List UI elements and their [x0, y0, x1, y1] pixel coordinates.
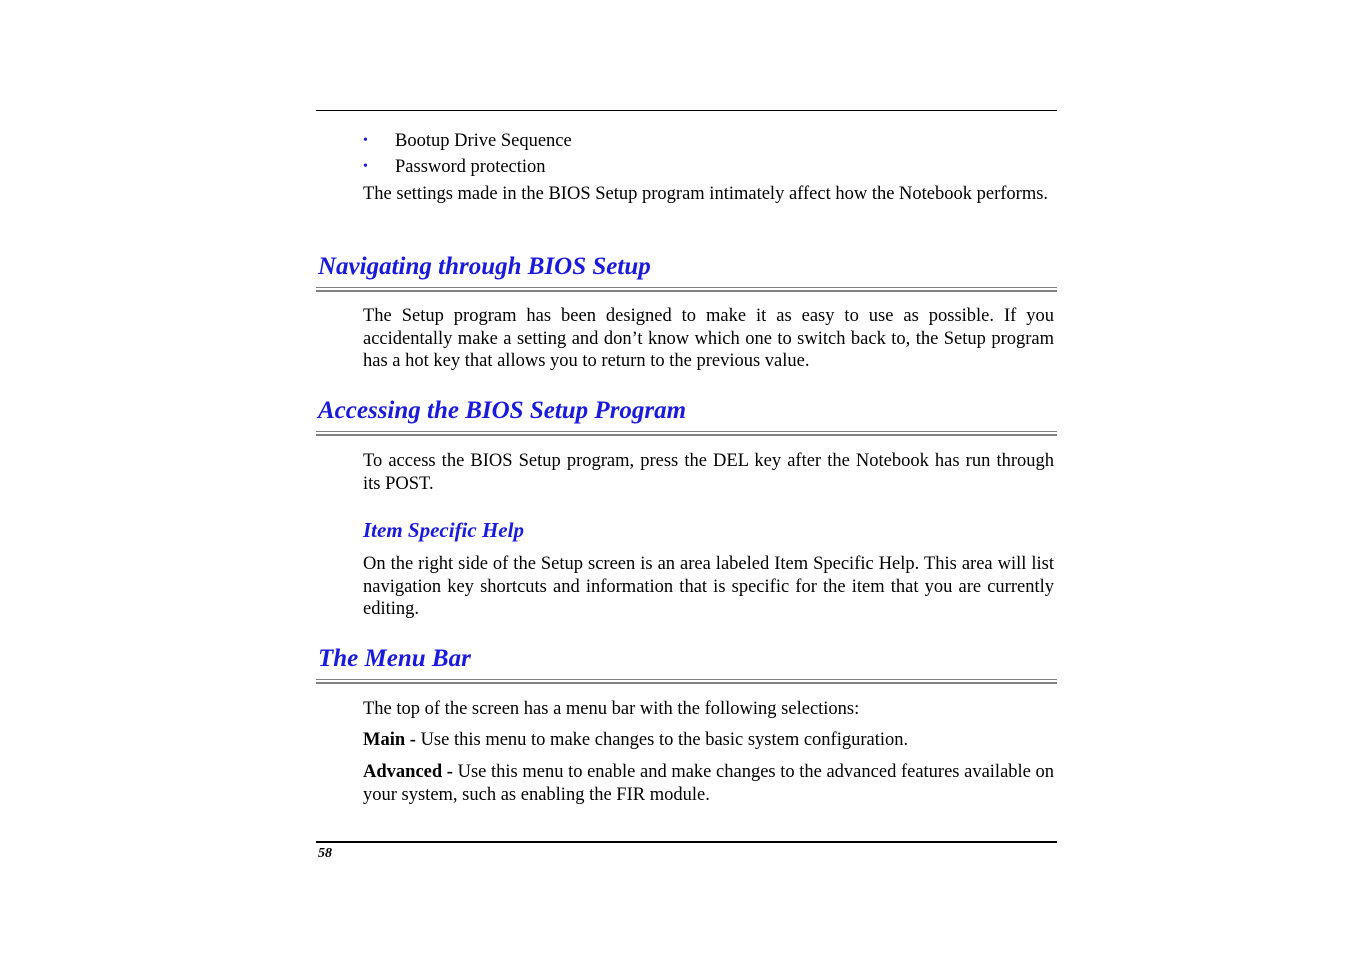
heading-menu-bar: The Menu Bar: [318, 645, 471, 672]
list-item: [363, 128, 572, 154]
paragraph-accessing: To access the BIOS Setup program, press the DEL key after the Notebook has run through its POST.: [363, 451, 1054, 494]
heading-rule: [316, 287, 1057, 292]
menu-item-main: [363, 729, 1054, 752]
list-item-text: Bootup Drive Sequence: [395, 131, 572, 151]
heading-accessing: Accessing the BIOS Setup Program: [318, 397, 687, 424]
intro-paragraph: The settings made in the BIOS Setup program intimately affect how the Notebook performs.: [363, 184, 1049, 204]
paragraph-item-specific-help: On the right side of the Setup screen is an area labeled Item Specific Help. This area will list navigation key shortcuts and information that is specific for the item that you are currently editing.: [363, 554, 1054, 620]
description-advanced: Use this menu to enable and make changes to the advanced features available on your system, such as enabling the FIR module.: [363, 762, 1055, 805]
menu-item-advanced: [363, 761, 1054, 806]
list-item-text: Password protection: [395, 157, 546, 177]
paragraph-menu-bar-intro: The top of the screen has a menu bar with the following selections:: [363, 699, 860, 719]
page-number: 58: [318, 846, 332, 861]
bullet-icon: •: [363, 159, 368, 174]
footer-rule: [316, 841, 1057, 843]
heading-navigating: Navigating through BIOS Setup: [318, 253, 651, 280]
description-main: Use this menu to make changes to the basic system configuration.: [415, 730, 909, 750]
bullet-list: [363, 128, 572, 180]
heading-rule: [316, 431, 1057, 436]
paragraph-navigating: The Setup program has been designed to make it as easy to use as possible. If you accidentally make a setting and don’t know which one to switch back to, the Setup program has a hot key that allows you to return to the previous value.: [363, 306, 1054, 372]
heading-rule: [316, 679, 1057, 684]
header-rule: [316, 110, 1057, 111]
term-advanced: Advanced -: [363, 762, 453, 782]
term-main: Main -: [363, 730, 416, 750]
list-item: [363, 154, 572, 180]
heading-item-specific-help: Item Specific Help: [363, 518, 524, 542]
bullet-icon: •: [363, 133, 368, 148]
